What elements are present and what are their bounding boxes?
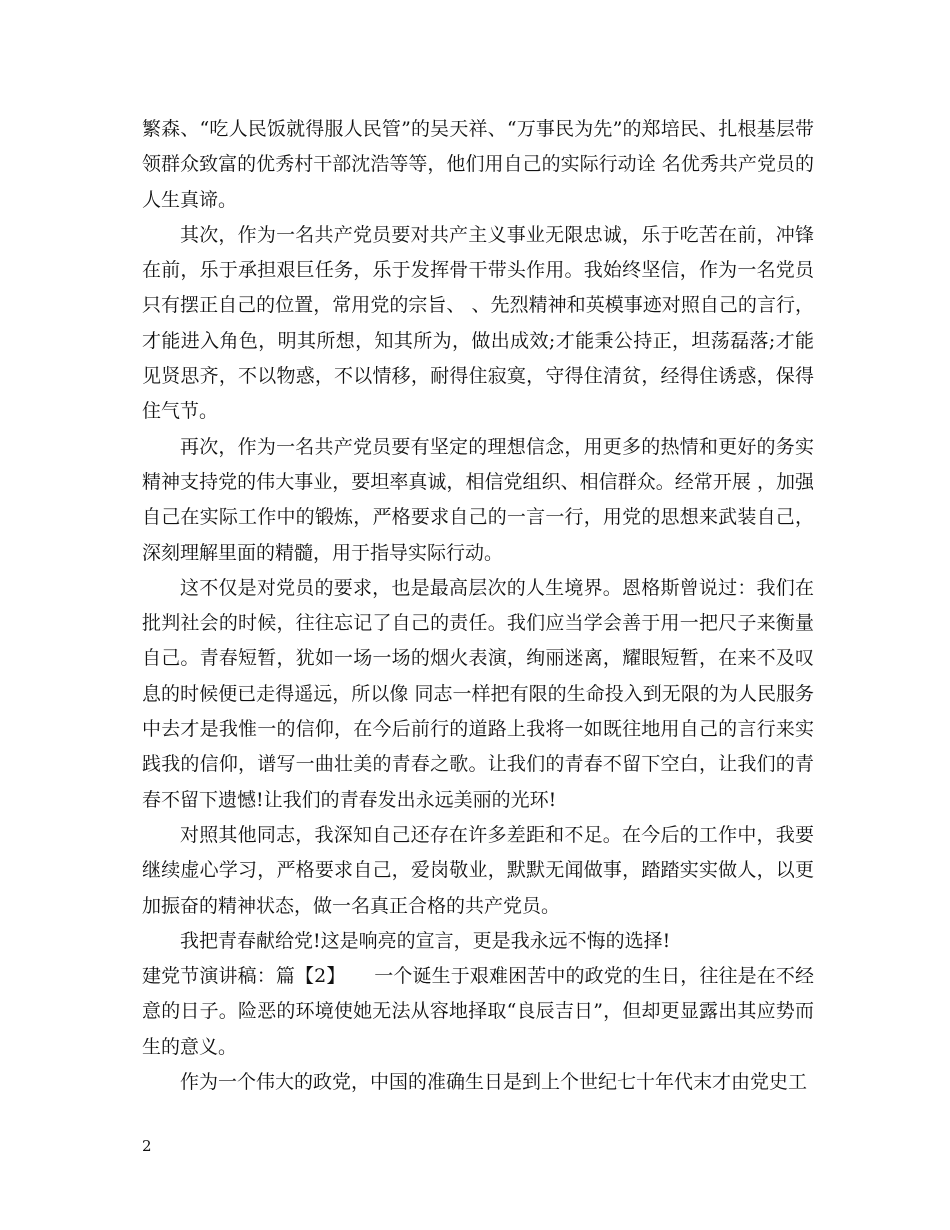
- paragraph-party-birthday: 作为一个伟大的政党，中国的准确生日是到上个世纪七十年代末才由党史工: [180, 1071, 808, 1094]
- paragraph-continuation: 繁森、“吃人民饭就得服人民管”的吴天祥、“万事民为先”的郑培民、扎根基层带领群众致富的优秀村干部沈浩等等，他们用自己的实际行动诠 名优秀共产党员的人生真谛。: [142, 118, 814, 211]
- paragraph-thirdly: 再次，作为一名共产党员要有坚定的理想信念，用更多的热情和更好的务实精神支持党的伟大事业，要坦率真诚，相信党组织、相信群众。经常开展 ，加强自己在实际工作中的锻炼，严格要求自己的一言一行，用党的思想来武装自己，深刻理解里面的精髓，用于指导实际行动。: [142, 435, 814, 564]
- paragraph-speech-two-heading: 建党节演讲稿：篇【2】 一个诞生于艰难困苦中的政党的生日，往往是在不经意的日子。险恶的环境使她无法从容地择取“良辰吉日”，但却更显露出其应势而生的意义。: [142, 965, 814, 1058]
- page-number: 2: [142, 1137, 152, 1155]
- paragraph-life-realm: 这不仅是对党员的要求，也是最高层次的人生境界。恩格斯曾说过：我们在批判社会的时候，往往忘记了自己的责任。我们应当学会善于用一把尺子来衡量自己。青春短暂，犹如一场一场的烟火表演，绚丽迷离，耀眼短暂，在来不及叹息的时候便已走得遥远，所以像 同志一样把有限的生命投入到无限的为人民服务中去才是我惟一的信仰，在今后前行的道路上我将一如既往地用自己的言行来实践我的信仰，谱写一曲壮美的青春之歌。让我们的青春不留下空白，让我们的青春不留下遗憾!让我们的青春发出永远美丽的光环!: [142, 576, 814, 811]
- paragraph-secondly: 其次，作为一名共产党员要对共产主义事业无限忠诚，乐于吃苦在前，冲锋在前，乐于承担艰巨任务，乐于发挥骨干带头作用。我始终坚信，作为一名党员只有摆正自己的位置，常用党的宗旨、 、先烈精神和英模事迹对照自己的言行，才能进入角色，明其所想，知其所为，做出成效;才能秉公持正，坦荡磊落;才能见贤思齐，不以物惑，不以情移，耐得住寂寞，守得住清贫，经得住诱惑，保得住气节。: [142, 223, 814, 423]
- paragraph-declaration: 我把青春献给党!这是响亮的宣言，更是我永远不悔的选择!: [180, 929, 671, 952]
- page-body: [142, 112, 814, 1100]
- paragraph-compare-others: 对照其他同志，我深知自己还存在许多差距和不足。在今后的工作中，我要继续虚心学习，严格要求自己，爱岗敬业，默默无闻做事，踏踏实实做人，以更加振奋的精神状态，做一名真正合格的共产党员。: [142, 823, 814, 917]
